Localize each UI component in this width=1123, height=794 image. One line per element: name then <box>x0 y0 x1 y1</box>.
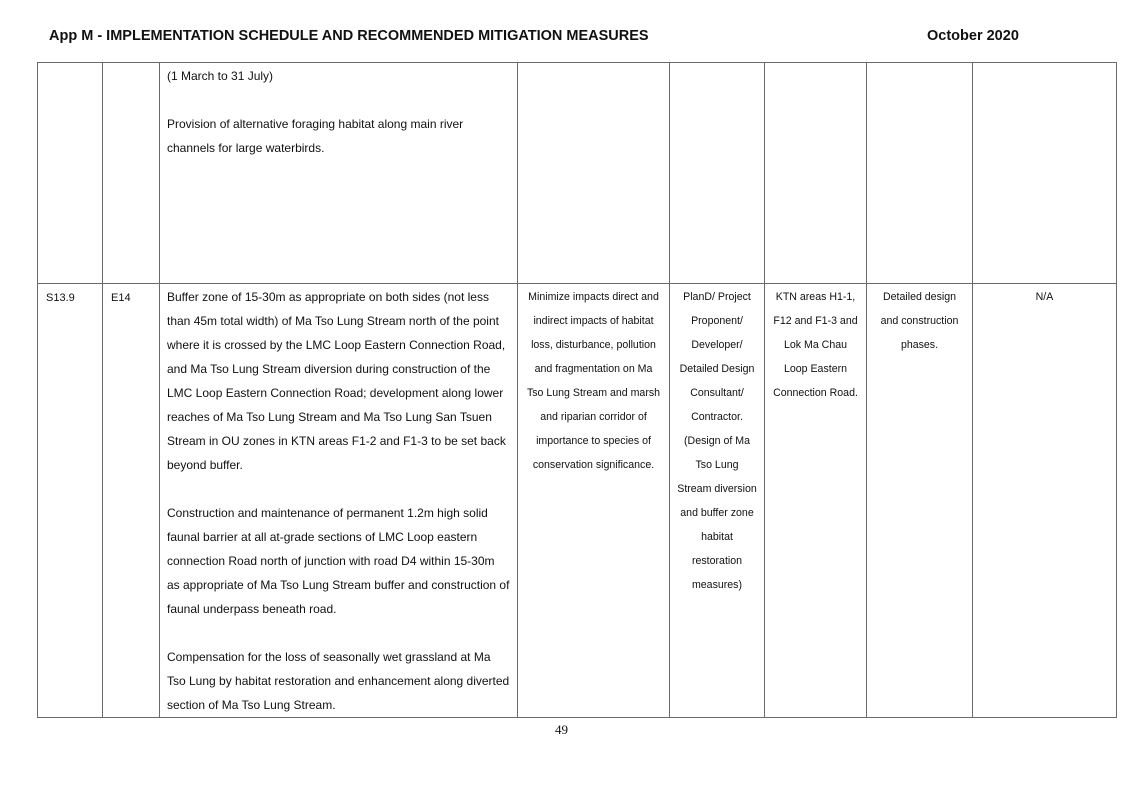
measures-cell <box>160 63 518 284</box>
objective-line: conservation significance. <box>532 459 655 471</box>
objective-line: Tso Lung Stream and marsh <box>526 387 661 399</box>
measure-line: reaches of Ma Tso Lung Stream and Ma Tso Lung San Tsuen <box>167 410 492 424</box>
who-line: and buffer zone <box>680 507 754 519</box>
who-cell <box>670 63 765 284</box>
requirements-cell <box>973 284 1117 718</box>
location-cell <box>765 284 867 718</box>
location-line: Loop Eastern <box>783 363 848 375</box>
eia-ref-cell <box>38 63 103 284</box>
measure-line: Compensation for the loss of seasonally wet grassland at Ma <box>167 650 491 664</box>
who-line: Contractor. <box>691 411 743 423</box>
objective-line: and fragmentation on Ma <box>534 363 653 375</box>
objectives-cell <box>518 284 670 718</box>
requirements-line: N/A <box>1035 291 1054 303</box>
page-number: 49 <box>555 722 568 737</box>
measure-line: as appropriate of Ma Tso Lung Stream buffer and construction of <box>167 578 510 592</box>
em-a-ref-cell <box>103 284 160 718</box>
document-date: October 2020 <box>927 28 1019 44</box>
measure-line: Provision of alternative foraging habitat along main river <box>167 117 464 131</box>
requirements-cell <box>973 63 1117 284</box>
location-line: Connection Road. <box>773 387 858 399</box>
measure-line: and Ma Tso Lung Stream diversion during construction of the <box>167 362 491 376</box>
measure-line: faunal underpass beneath road. <box>167 602 337 616</box>
who-line: habitat <box>701 531 733 543</box>
measure-line: Tso Lung by habitat restoration and enhancement along diverted <box>167 674 510 688</box>
objective-line: indirect impacts of habitat <box>533 315 654 327</box>
em-a-ref-cell <box>103 63 160 284</box>
measure-line: section of Ma Tso Lung Stream. <box>167 698 336 712</box>
measures-cell <box>160 284 518 718</box>
measure-line: connection Road north of junction with road D4 within 15-30m <box>167 554 495 568</box>
measure-line: channels for large waterbirds. <box>167 141 325 155</box>
when-cell <box>867 284 973 718</box>
document-title: App M - IMPLEMENTATION SCHEDULE AND RECOMMENDED MITIGATION MEASURES <box>49 28 649 44</box>
who-line: Tso Lung <box>695 459 739 471</box>
who-cell <box>670 284 765 718</box>
objectives-cell <box>518 63 670 284</box>
measure-line: Buffer zone of 15-30m as appropriate on both sides (not less <box>167 290 489 304</box>
objective-line: Minimize impacts direct and <box>528 291 659 303</box>
location-cell <box>765 63 867 284</box>
objective-line: importance to species of <box>536 435 651 447</box>
when-line: Detailed design <box>882 291 957 303</box>
who-line: PlanD/ Project <box>683 291 751 303</box>
when-line: phases. <box>900 339 939 351</box>
measure-line: LMC Loop Eastern Connection Road; development along lower <box>167 386 504 400</box>
measure-line: than 45m total width) of Ma Tso Lung Stream north of the point <box>167 314 499 328</box>
objective-line: and riparian corridor of <box>540 411 647 423</box>
who-line: restoration <box>691 555 743 567</box>
when-line: and construction <box>880 315 959 327</box>
location-line: Lok Ma Chau <box>783 339 847 351</box>
who-line: Proponent/ <box>691 315 743 327</box>
measure-line: beyond buffer. <box>167 458 243 472</box>
who-line: Developer/ <box>691 339 743 351</box>
location-line: KTN areas H1-1, <box>775 291 856 303</box>
when-cell <box>867 63 973 284</box>
measure-line: Stream in OU zones in KTN areas F1-2 and F1-3 to be set back <box>167 434 506 448</box>
location-line: F12 and F1-3 and <box>773 315 858 327</box>
who-line: (Design of Ma <box>684 435 750 447</box>
table-row <box>38 284 1117 718</box>
measure-line: where it is crossed by the LMC Loop Eastern Connection Road, <box>167 338 506 352</box>
who-line: Consultant/ <box>690 387 744 399</box>
measure-line: (1 March to 31 July) <box>167 69 274 83</box>
eia-ref: S13.9 <box>46 292 75 304</box>
measure-line: faunal barrier at all at-grade sections of LMC Loop eastern <box>167 530 478 544</box>
em-a-ref: E14 <box>111 292 131 304</box>
measure-line: Construction and maintenance of permanent 1.2m high solid <box>167 506 488 520</box>
who-line: Detailed Design <box>679 363 755 375</box>
objective-line: loss, disturbance, pollution <box>531 339 656 351</box>
who-line: Stream diversion <box>677 483 757 495</box>
who-line: measures) <box>691 579 743 591</box>
table-row <box>38 63 1117 284</box>
implementation-schedule-table <box>37 62 1117 718</box>
eia-ref-cell <box>38 284 103 718</box>
